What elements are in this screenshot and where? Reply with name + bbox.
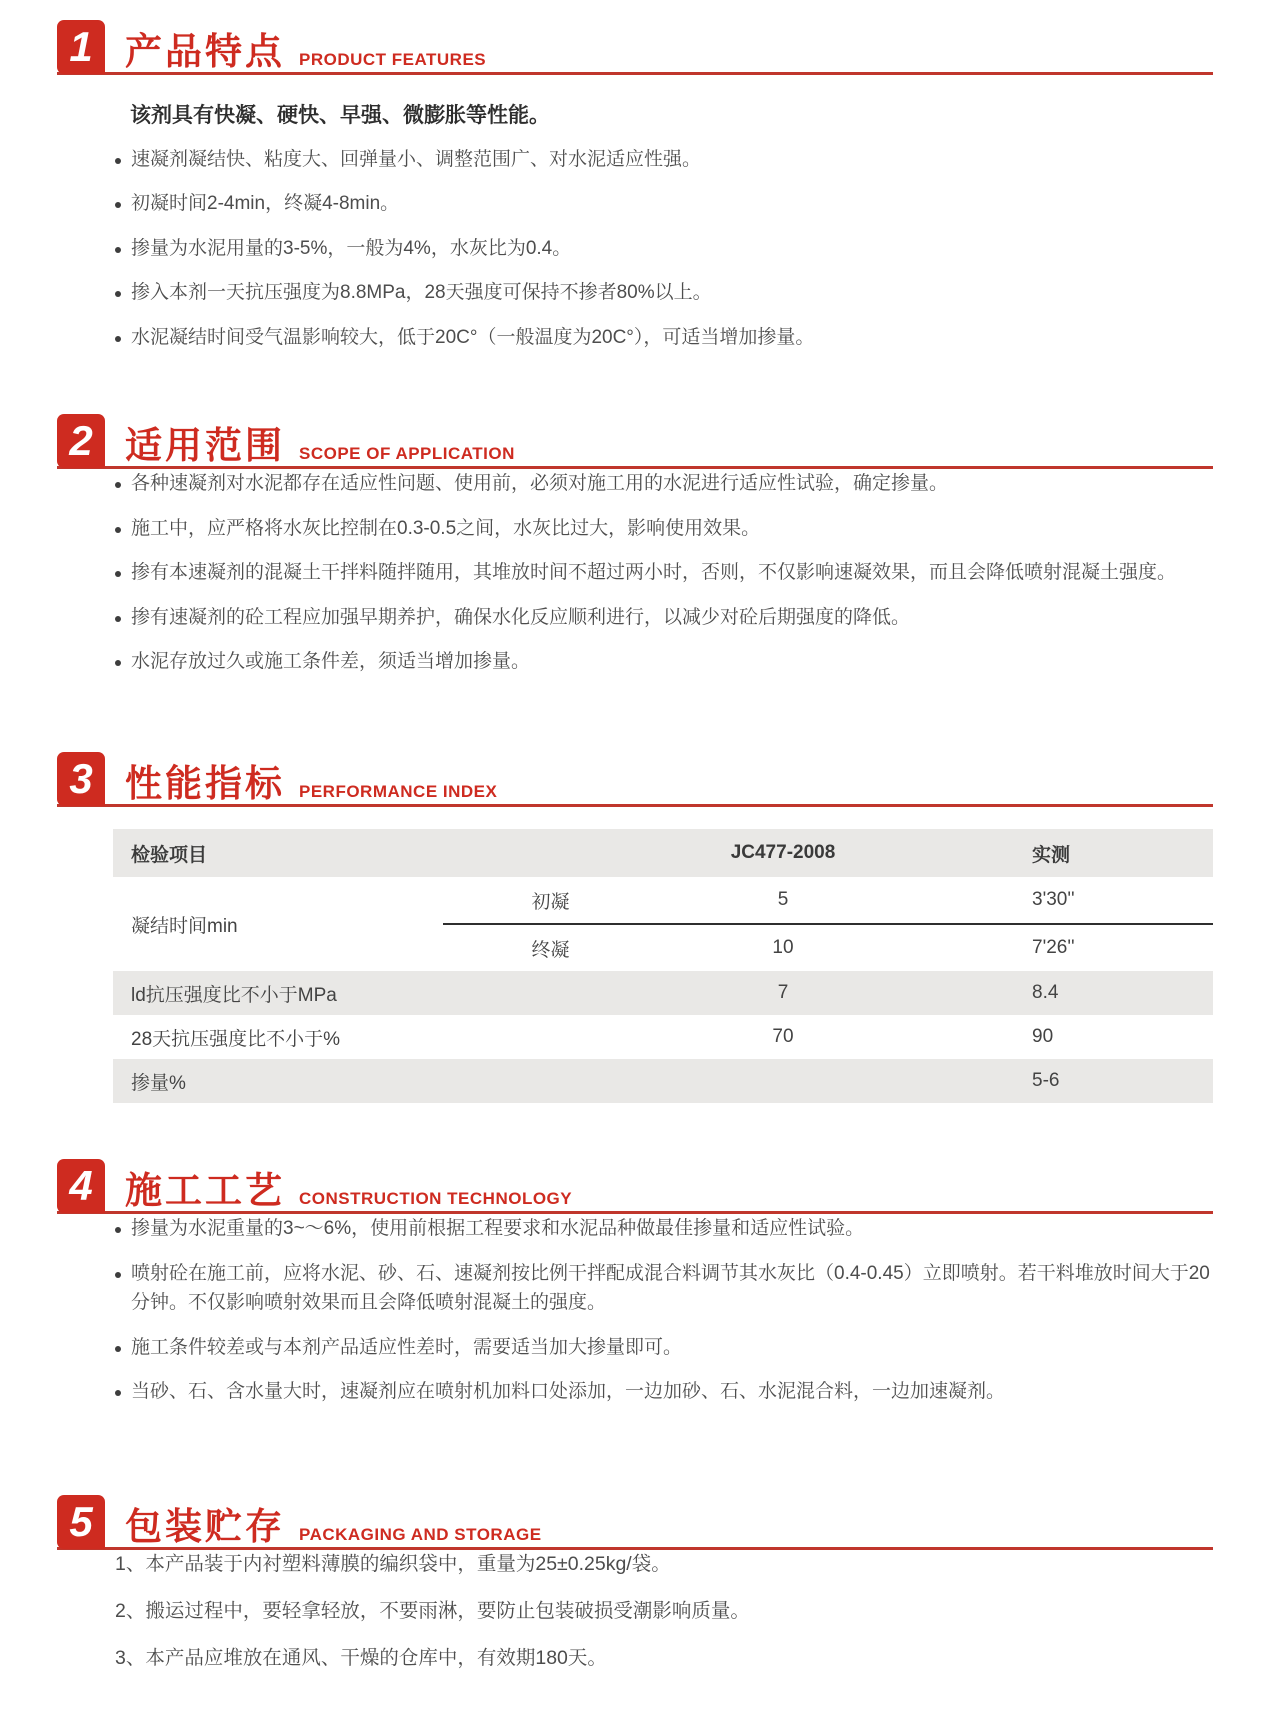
table-row [113,1059,1213,1103]
section1-number-badge: 1 [57,20,105,74]
section3-subtitle: PERFORMANCE INDEX [299,782,498,802]
section2-number-badge: 2 [57,414,105,468]
table-cell-measured: 90 [1032,1026,1054,1048]
section2-subtitle: SCOPE OF APPLICATION [299,444,515,464]
section3-header [57,752,1213,807]
section1-subtitle: PRODUCT FEATURES [299,50,487,69]
section3-title: 性能指标 [125,763,285,805]
table-cell-final-measured: 7'26'' [1032,937,1075,959]
section5-item-list [57,1550,1213,1674]
section1-bullet-list [57,145,1213,352]
table-header-item: 检验项目 [131,844,208,866]
bullet-item: 掺有速凝剂的砼工程应加强早期养护，确保水化反应顺利进行，以减少对砼后期强度的降低。 [115,603,1213,632]
section4-title: 施工工艺 [125,1170,285,1212]
list-item: 3、本产品应堆放在通风、干燥的仓库中，有效期180天。 [115,1647,607,1670]
bullet-item: 施工中，应严格将水灰比控制在0.3-0.5之间，水灰比过大，影响使用效果。 [115,514,1213,543]
section1-intro: 该剂具有快凝、硬快、早强、微膨胀等性能。 [130,104,550,127]
table-cell-setting-time-label: 凝结时间min [131,915,238,937]
section1-header [57,20,1213,75]
table-cell-item: 掺量% [131,1072,186,1094]
section4-header [57,1159,1213,1214]
section3-number-badge: 3 [57,752,105,806]
section2-title: 适用范围 [125,425,285,467]
section1-title: 产品特点 [125,31,285,72]
section5-number-badge: 5 [57,1495,105,1549]
bullet-item: 掺有本速凝剂的混凝土干拌料随拌随用，其堆放时间不超过两小时，否则，不仅影响速凝效果，而且会降低喷射混凝土强度。 [115,558,1213,587]
table-header-measured: 实测 [1032,844,1071,866]
table-cell-initial-measured: 3'30'' [1032,889,1075,911]
section5-title: 包装贮存 [125,1505,285,1547]
table-cell-item: ld抗压强度比不小于MPa [131,984,337,1006]
bullet-item: 水泥存放过久或施工条件差，须适当增加掺量。 [115,647,1213,676]
table-cell-measured: 5-6 [1032,1070,1060,1092]
table-cell-initial-label: 初凝 [531,891,570,913]
list-item: 1、本产品装于内衬塑料薄膜的编织袋中，重量为25±0.25kg/袋。 [115,1552,671,1575]
section4-number-badge: 4 [57,1159,105,1213]
bullet-item: 初凝时间2-4min，终凝4-8min。 [115,189,1213,218]
bullet-item: 水泥凝结时间受气温影响较大，低于20C°（一般温度为20C°），可适当增加掺量。 [115,323,1213,352]
table-cell-standard: 70 [772,1026,794,1048]
bullet-item: 施工条件较差或与本剂产品适应性差时，需要适当加大掺量即可。 [115,1333,1213,1362]
bullet-item: 喷射砼在施工前，应将水泥、砂、石、速凝剂按比例干拌配成混合料调节其水灰比（0.4-0.45）立即喷射。若干料堆放时间大于20分钟。不仅影响喷射效果而且会降低喷射混凝土的强度。 [115,1259,1213,1318]
table-cell-final-label: 终凝 [531,939,570,961]
performance-index-table [113,829,1213,1103]
table-row [113,1015,1213,1059]
section5-subtitle: PACKAGING AND STORAGE [299,1524,542,1544]
list-item: 2、搬运过程中，要轻拿轻放，不要雨淋，要防止包装破损受潮影响质量。 [115,1599,750,1622]
bullet-item: 掺量为水泥用量的3-5%，一般为4%，水灰比为0.4。 [115,234,1213,263]
bullet-item: 速凝剂凝结快、粘度大、回弹量小、调整范围广、对水泥适应性强。 [115,145,1213,174]
table-cell-measured: 8.4 [1032,982,1059,1004]
table-header-standard: JC477-2008 [730,842,836,864]
section2-bullet-list [57,469,1213,676]
bullet-item: 当砂、石、含水量大时，速凝剂应在喷射机加料口处添加，一边加砂、石、水泥混合料，一边加速凝剂。 [115,1377,1213,1406]
table-row [113,971,1213,1015]
bullet-item: 掺量为水泥重量的3~～6%，使用前根据工程要求和水泥品种做最佳掺量和适应性试验。 [115,1214,1213,1243]
section2-header [57,414,1213,469]
table-group-setting-time [113,877,1213,971]
section5-header [57,1495,1213,1550]
table-cell-standard: 7 [777,982,789,1004]
table-cell-final-standard: 10 [772,937,794,959]
section4-bullet-list [57,1214,1213,1406]
bullet-item: 掺入本剂一天抗压强度为8.8MPa，28天强度可保持不掺者80%以上。 [115,278,1213,307]
table-cell-initial-standard: 5 [777,889,789,911]
section4-subtitle: CONSTRUCTION TECHNOLOGY [299,1189,573,1209]
table-header-row [113,829,1213,877]
table-cell-item: 28天抗压强度比不小于% [131,1028,341,1050]
bullet-item: 各种速凝剂对水泥都存在适应性问题、使用前，必须对施工用的水泥进行适应性试验，确定掺量。 [115,469,1213,498]
